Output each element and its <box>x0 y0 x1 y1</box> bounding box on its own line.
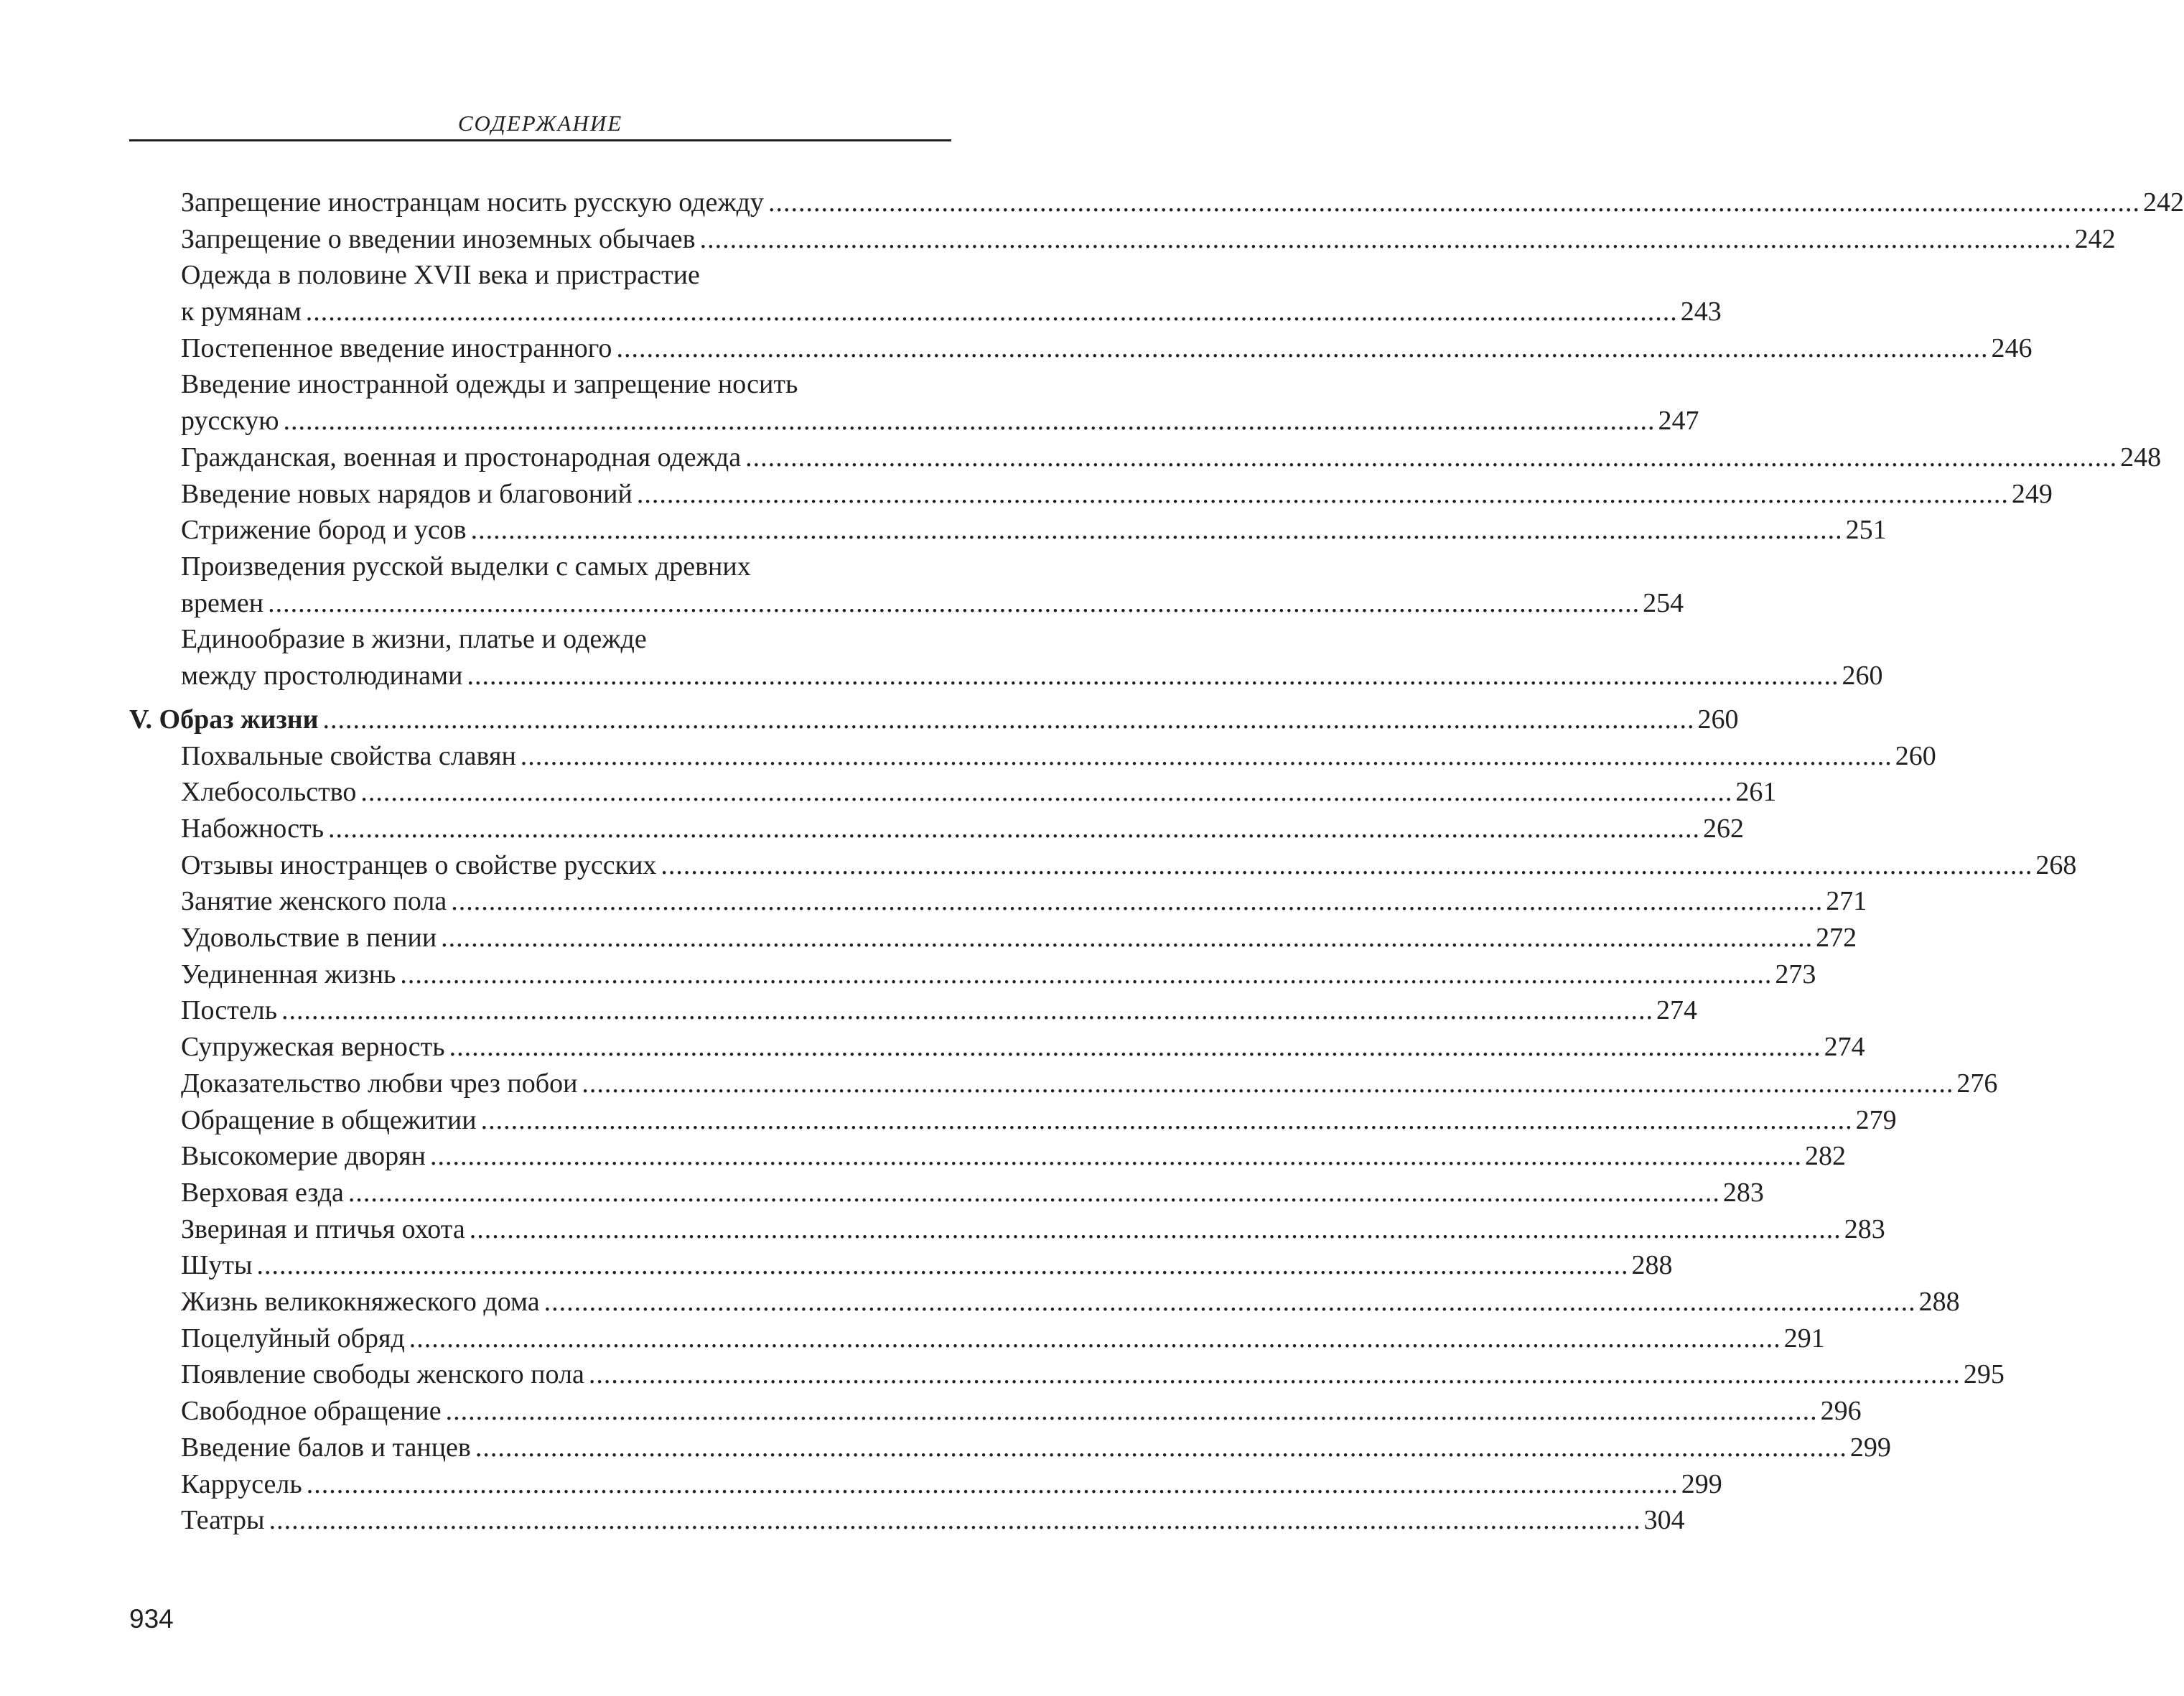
dot-leader: ...................................................................................................................................................................................... <box>451 886 1824 916</box>
toc-page-number: 261 <box>1735 777 1777 807</box>
toc-entry-continuation <box>181 294 1722 330</box>
toc-page-number: 268 <box>2035 850 2077 880</box>
running-head: СОДЕРЖАНИЕ <box>457 111 623 136</box>
toc-entry-text: Верховая езда <box>181 1178 344 1208</box>
toc-entry <box>181 1393 1862 1429</box>
toc-page-number: 276 <box>1956 1068 1998 1099</box>
toc-entry <box>181 1138 1846 1174</box>
dot-leader: ...................................................................................................................................................................................... <box>360 777 1733 807</box>
toc-entry-text: Поцелуйный обряд <box>181 1323 405 1353</box>
toc-entry-text: Гражданская, военная и простонародная одежда <box>181 442 742 472</box>
toc-entry-text: Постель <box>181 995 278 1025</box>
dot-leader: ...................................................................................................................................................................................... <box>469 1214 1842 1244</box>
toc-page-number: 272 <box>1816 923 1857 953</box>
dot-leader: ...................................................................................................................................................................................... <box>480 1105 1853 1135</box>
toc-page-number: 288 <box>1918 1287 1960 1317</box>
toc-page-number: 271 <box>1826 886 1867 916</box>
toc-entry-continuation-text: между простолюдинами <box>181 661 463 691</box>
toc-entry <box>181 512 1887 548</box>
dot-leader: ...................................................................................................................................................................................... <box>588 1359 1961 1389</box>
toc-page-number: 254 <box>1643 588 1684 618</box>
dot-leader: ...................................................................................................................................................................................... <box>470 515 1843 545</box>
toc-entry <box>181 1102 1897 1138</box>
toc-entry <box>181 1430 1891 1466</box>
dot-leader: ...................................................................................................................................................................................... <box>445 1396 1818 1426</box>
toc-entry-text: Стрижение бород и усов <box>181 515 467 545</box>
toc-entry-text: Единообразие в жизни, платье и одежде <box>181 624 647 654</box>
dot-leader: ...................................................................................................................................................................................... <box>616 333 1989 363</box>
toc-page-number: 251 <box>1845 515 1887 545</box>
dot-leader: ...................................................................................................................................................................................... <box>322 704 1695 735</box>
dot-leader: ...................................................................................................................................................................................... <box>306 1469 1679 1499</box>
toc-page-number: 299 <box>1681 1469 1722 1499</box>
toc-entry <box>181 185 2184 220</box>
toc-page-number: 288 <box>1631 1250 1673 1280</box>
toc-entry-text: Хлебосольство <box>181 777 357 807</box>
dot-leader: ...................................................................................................................................................................................... <box>582 1068 1954 1099</box>
toc-entry <box>181 1502 1685 1538</box>
dot-leader: ...................................................................................................................................................................................... <box>268 588 1641 618</box>
toc-entry <box>181 330 2033 366</box>
dot-leader: ...................................................................................................................................................................................... <box>699 224 2072 254</box>
dot-leader: ...................................................................................................................................................................................... <box>636 479 2009 509</box>
toc-entry <box>181 221 2116 257</box>
toc-page-number: 260 <box>1842 661 1883 691</box>
toc-entry-text: Появление свободы женского пола <box>181 1359 584 1389</box>
toc-entry <box>181 1284 1960 1320</box>
dot-leader: ...................................................................................................................................................................................... <box>305 297 1678 327</box>
toc-entry-text: Доказательство любви чрез побои <box>181 1068 578 1099</box>
toc-entry-text: Супружеская верность <box>181 1032 445 1062</box>
toc-page-number: 262 <box>1703 814 1745 844</box>
toc-entry-continuation <box>181 403 1699 439</box>
toc-entry-continuation <box>181 658 1883 694</box>
toc-chapter-title: V. Образ жизни <box>129 704 319 735</box>
dot-leader: ...................................................................................................................................................................................... <box>256 1250 1629 1280</box>
toc-page-number: 274 <box>1824 1032 1865 1062</box>
toc-entry-text: Постепенное введение иностранного <box>181 333 612 363</box>
page-number: 934 <box>129 1604 174 1634</box>
toc-page-number: 273 <box>1775 959 1816 989</box>
toc-page-number: 282 <box>1805 1141 1846 1171</box>
toc-page-number: 291 <box>1783 1323 1825 1353</box>
toc-page-number: 260 <box>1895 741 1936 771</box>
toc-entry-text: Жизнь великокняжеского дома <box>181 1287 540 1317</box>
toc-entry <box>181 439 2162 475</box>
toc-entry <box>181 476 2053 512</box>
toc-page-number: 274 <box>1656 995 1698 1025</box>
toc-page-number: 242 <box>2142 187 2184 218</box>
toc-entry-continuation-text: времен <box>181 588 264 618</box>
toc-page-number: 260 <box>1697 704 1739 735</box>
toc-page-number: 296 <box>1820 1396 1862 1426</box>
toc-page-number: 279 <box>1855 1105 1897 1135</box>
toc-entry <box>181 1320 1825 1356</box>
toc-entry-text: Одежда в половине XVII века и пристрастие <box>181 260 700 290</box>
toc-entry-text: Введение новых нарядов и благовоний <box>181 479 633 509</box>
dot-leader: ...................................................................................................................................................................................... <box>745 442 2118 472</box>
toc-entry-text: Введение балов и танцев <box>181 1432 471 1463</box>
toc-entry <box>181 992 1698 1028</box>
toc-page-number: 283 <box>1722 1178 1764 1208</box>
toc-entry <box>181 1356 2005 1392</box>
toc-chapter-heading <box>129 702 1739 737</box>
toc-page-number: 299 <box>1849 1432 1891 1463</box>
toc-page-number: 246 <box>1991 333 2033 363</box>
toc-entry <box>181 738 1936 774</box>
toc-entry-text: Обращение в общежитии <box>181 1105 477 1135</box>
toc-entry-text: Отзывы иностранцев о свойстве русских <box>181 850 657 880</box>
dot-leader: ...................................................................................................................................................................................... <box>449 1032 1821 1062</box>
toc-page-number: 242 <box>2074 224 2116 254</box>
toc-entry-text: Занятие женского пола <box>181 886 447 916</box>
toc-entry-text: Звериная и птичья охота <box>181 1214 465 1244</box>
toc-entry-text: Набожность <box>181 814 325 844</box>
dot-leader: ...................................................................................................................................................................................... <box>467 661 1839 691</box>
toc-entry <box>181 774 1777 810</box>
toc-entry-text: Театры <box>181 1505 265 1535</box>
toc-entry <box>181 1466 1722 1502</box>
toc-entry-continuation <box>181 585 1684 621</box>
toc-entry <box>181 1175 1764 1211</box>
toc-page-number: 248 <box>2120 442 2162 472</box>
toc-entry <box>181 883 1867 919</box>
toc-entry-text: Уединенная жизнь <box>181 959 396 989</box>
dot-leader: ...................................................................................................................................................................................... <box>409 1323 1781 1353</box>
dot-leader: ...................................................................................................................................................................................... <box>661 850 2033 880</box>
toc-entry <box>181 920 1857 956</box>
dot-leader: ...................................................................................................................................................................................... <box>430 1141 1802 1171</box>
dot-leader: ...................................................................................................................................................................................... <box>520 741 1893 771</box>
toc-entry-text: Высокомерие дворян <box>181 1141 426 1171</box>
toc-entry <box>181 956 1816 992</box>
dot-leader: ...................................................................................................................................................................................... <box>269 1505 1641 1535</box>
toc-page-number: 304 <box>1643 1505 1685 1535</box>
toc-entry <box>181 847 2077 883</box>
dot-leader: ...................................................................................................................................................................................... <box>328 814 1701 844</box>
dot-leader: ...................................................................................................................................................................................... <box>475 1432 1847 1463</box>
dot-leader: ...................................................................................................................................................................................... <box>543 1287 1916 1317</box>
toc-entry <box>181 1247 1673 1283</box>
toc-entry-text: Свободное обращение <box>181 1396 442 1426</box>
toc-entry-text: Похвальные свойства славян <box>181 741 516 771</box>
dot-leader: ...................................................................................................................................................................................... <box>347 1178 1720 1208</box>
toc-page-number: 247 <box>1658 406 1699 436</box>
toc-entry-text: Шуты <box>181 1250 253 1280</box>
toc-entry-continuation-text: к румянам <box>181 297 302 327</box>
dot-leader: ...................................................................................................................................................................................... <box>767 187 2140 218</box>
toc-page-number: 283 <box>1844 1214 1885 1244</box>
toc-entry-text: Запрещение иностранцам носить русскую одежду <box>181 187 764 218</box>
toc-entry-text: Произведения русской выделки с самых древних <box>181 551 751 582</box>
dot-leader: ...................................................................................................................................................................................... <box>441 923 1814 953</box>
toc-entry-text: Удовольствие в пении <box>181 923 437 953</box>
toc-entry <box>181 1066 1998 1101</box>
toc-page-number: 249 <box>2011 479 2053 509</box>
dot-leader: ...................................................................................................................................................................................... <box>400 959 1773 989</box>
toc-entry <box>181 811 1745 847</box>
toc-entry <box>181 1211 1885 1247</box>
dot-leader: ...................................................................................................................................................................................... <box>281 995 1654 1025</box>
toc-entry <box>181 1029 1865 1065</box>
toc-entry-text: Запрещение о введении иноземных обычаев <box>181 224 696 254</box>
toc-page-number: 243 <box>1680 297 1722 327</box>
toc-entry-text: Каррусель <box>181 1469 302 1499</box>
toc-entry-text: Введение иностранной одежды и запрещение носить <box>181 369 798 399</box>
dot-leader: ...................................................................................................................................................................................... <box>283 406 1656 436</box>
toc-entry-continuation-text: русскую <box>181 406 279 436</box>
toc-page-number: 295 <box>1963 1359 2005 1389</box>
